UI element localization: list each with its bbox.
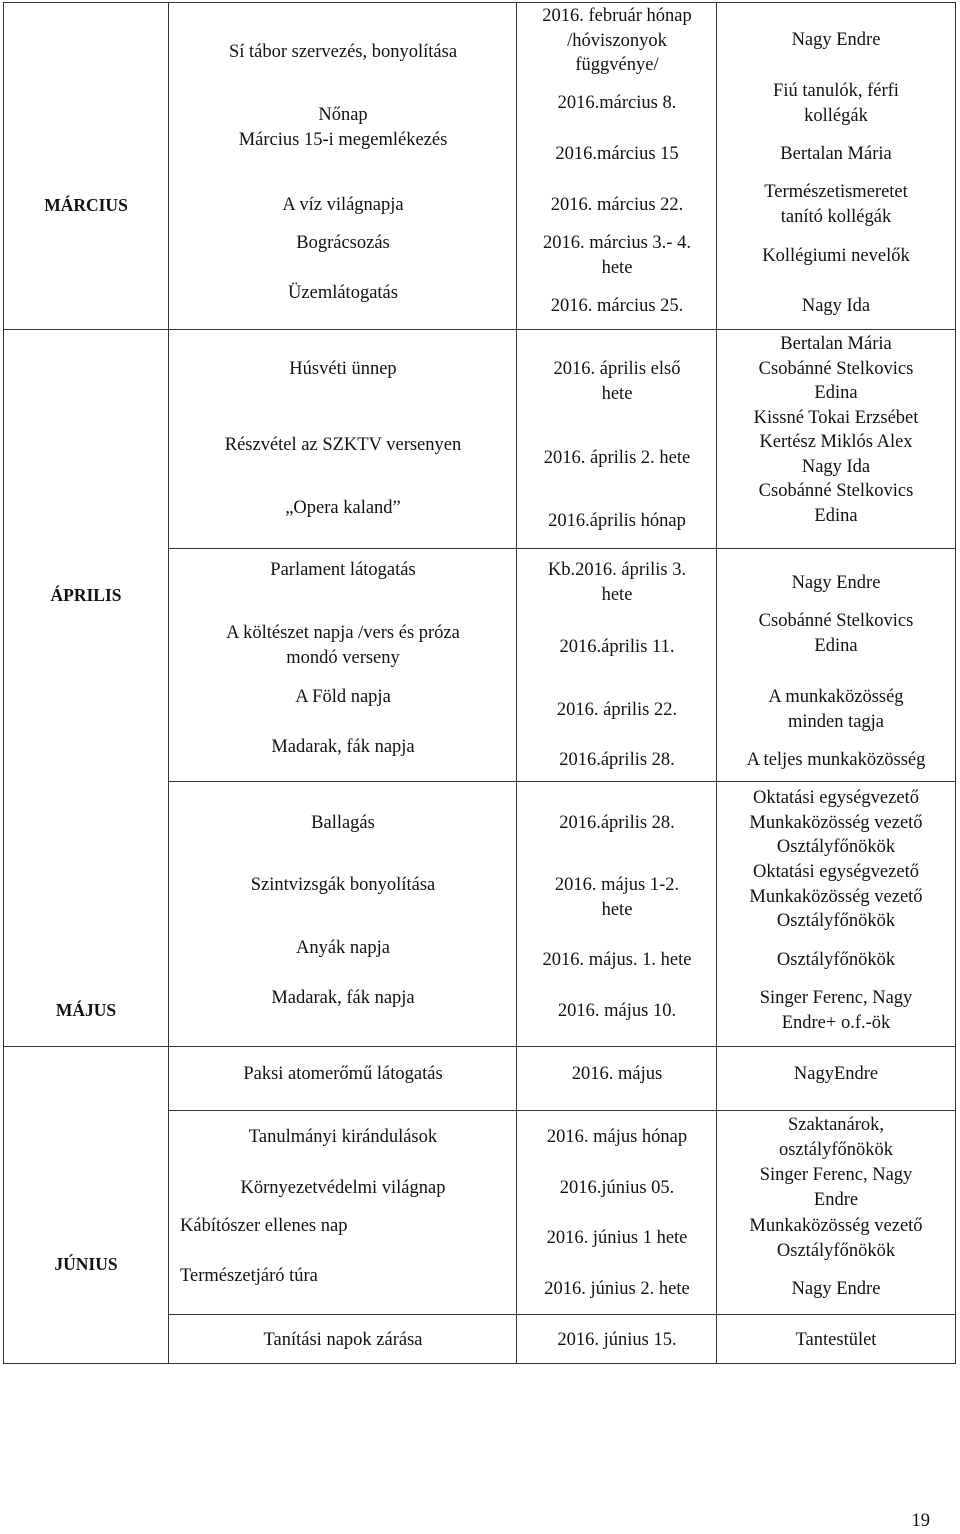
event-cell: Szintvizsgák bonyolítása (250, 875, 436, 895)
event-cell: Bográcsozás (296, 233, 390, 253)
person-cell: Csobánné Stelkovics Edina (758, 611, 914, 656)
date-cell: 2016. május 10. (557, 1001, 677, 1021)
event-cell: Március 15-i megemlékezés (238, 130, 448, 150)
date-cell: 2016. május. 1. hete (542, 950, 692, 970)
date-cell: 2016. április első hete (553, 359, 681, 404)
person-cell: Nagy Ida (801, 296, 871, 316)
person-cell: Oktatási egységvezető Munkaközösség vezető Osztályfőnökök (749, 862, 923, 931)
person-cell: Singer Ferenc, Nagy Endre (759, 1165, 913, 1210)
event-cell: Húsvéti ünnep (289, 359, 397, 379)
person-cell: Singer Ferenc, Nagy Endre+ o.f.-ök (759, 988, 913, 1033)
month-label-majus: MÁJUS (55, 1000, 117, 1020)
person-cell: A teljes munkaközösség (746, 750, 926, 770)
event-cell: A Föld napja (295, 687, 391, 707)
event-cell: Környezetvédelmi világnap (240, 1178, 446, 1198)
person-cell: Nagy Endre (791, 1279, 881, 1299)
person-cell: Fiú tanulók, férfi kollégák (773, 81, 899, 126)
date-cell: 2016. május hónap (546, 1127, 688, 1147)
date-cell: 2016.április 28. (559, 813, 675, 833)
event-cell: Ballagás (311, 813, 375, 833)
person-cell: Munkaközösség vezető Osztályfőnökök (749, 1216, 923, 1261)
date-cell: 2016. március 22. (550, 195, 684, 215)
event-cell: Paksi atomerőmű látogatás (243, 1064, 443, 1084)
date-cell: 2016.március 15 (555, 144, 679, 164)
date-cell: 2016.április 11. (559, 637, 675, 657)
person-cell: Természetismeretet tanító kollégák (764, 182, 908, 227)
event-cell: „Opera kaland” (285, 498, 401, 518)
event-cell: Kábítószer ellenes nap (180, 1216, 348, 1236)
event-cell: Üzemlátogatás (288, 283, 398, 303)
event-cell: Anyák napja (295, 938, 390, 958)
date-cell: 2016. március 3.- 4. hete (543, 233, 691, 278)
date-cell: 2016. május 1-2. hete (554, 875, 680, 920)
date-cell: 2016.március 8. (557, 93, 677, 113)
person-cell: NagyEndre (793, 1064, 879, 1084)
person-cell: Bertalan Mária (780, 144, 892, 164)
date-cell: 2016.április 28. (559, 750, 675, 770)
person-cell: Kollégiumi nevelők (762, 246, 910, 266)
event-cell: Tanulmányi kirándulások (248, 1127, 438, 1147)
person-cell: Szaktanárok, osztályfőnökök (778, 1115, 894, 1160)
person-cell: A munkaközösség minden tagja (768, 687, 904, 732)
event-cell: A költészet napja /vers és próza mondó verseny (226, 623, 460, 668)
date-cell: 2016.június 05. (559, 1178, 675, 1198)
month-label-junius: JÚNIUS (54, 1254, 118, 1274)
date-cell: 2016. június 2. hete (544, 1279, 690, 1299)
date-cell: 2016. május (571, 1064, 663, 1084)
date-cell: Kb.2016. április 3. hete (547, 560, 687, 605)
person-cell: Nagy Endre (791, 30, 881, 50)
event-cell: Madarak, fák napja (271, 737, 415, 757)
event-cell: A víz világnapja (282, 195, 404, 215)
date-cell: 2016. március 25. (550, 296, 684, 316)
date-cell: 2016. június 15. (557, 1330, 677, 1350)
event-cell: Sí tábor szervezés, bonyolítása (228, 42, 458, 62)
date-cell: 2016.április hónap (548, 511, 686, 531)
person-cell: Oktatási egységvezető Munkaközösség vezető Osztályfőnökök (749, 788, 923, 857)
event-cell: Részvétel az SZKTV versenyen (224, 435, 462, 455)
date-cell: 2016. április 2. hete (543, 448, 691, 468)
date-cell: 2016. február hónap /hóviszonyok függvénye/ (542, 6, 692, 75)
date-cell: 2016. június 1 hete (546, 1228, 688, 1248)
person-cell: Bertalan Mária Csobánné Stelkovics Edina Kissné Tokai Erzsébet Kertész Miklós Alex Nagy Ida Csobánné Stelkovics Edina (753, 334, 919, 526)
event-cell: Tanítási napok zárása (263, 1330, 423, 1350)
page-number: 19 (911, 1511, 930, 1531)
event-cell: Madarak, fák napja (271, 988, 415, 1008)
date-cell: 2016. április 22. (556, 700, 678, 720)
person-cell: Osztályfőnökök (776, 950, 896, 970)
person-cell: Tantestület (795, 1330, 877, 1350)
month-label-aprilis: ÁPRILIS (50, 585, 122, 605)
event-cell: Parlament látogatás (270, 560, 416, 580)
month-label-marcius: MÁRCIUS (44, 195, 128, 215)
event-cell: Természetjáró túra (180, 1266, 318, 1286)
person-cell: Nagy Endre (791, 573, 881, 593)
event-cell: Nőnap (318, 105, 368, 125)
